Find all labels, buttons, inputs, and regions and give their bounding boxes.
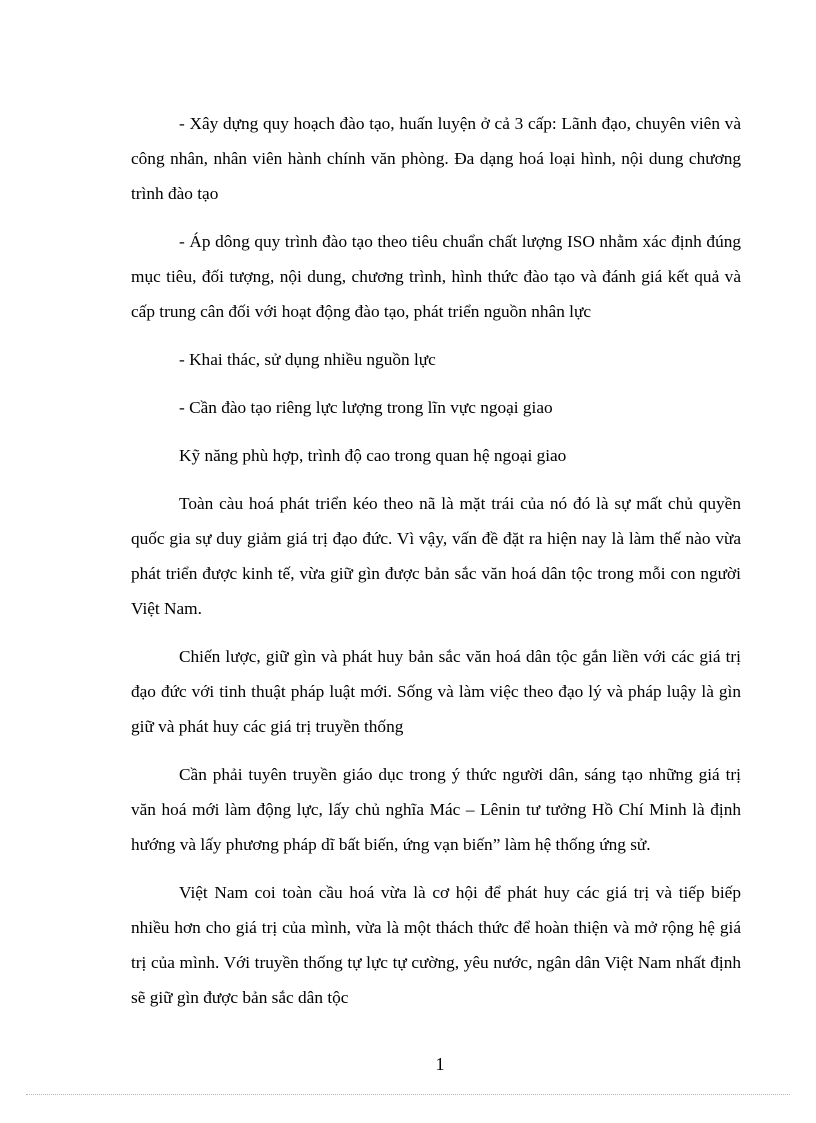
paragraph-diplomacy-training: - Cần đào tạo riêng lực lượng trong lĩn vực ngoại giao [179, 398, 553, 417]
paragraph-resources: - Khai thác, sử dụng nhiều nguồn lực [179, 350, 436, 369]
paragraph-diplomacy-skills: Kỹ năng phù hợp, trình độ cao trong quan hệ ngoại giao [179, 446, 567, 465]
paragraph-globalization: Toàn càu hoá phát triển kéo theo nã là mặt trái của nó đó là sự mất chủ quyền quốc gia sự duy giảm giá trị đạo đức. Vì vậy, vấn đề đặt ra hiện nay là làm thế nào vừa phát triển được kinh tế, vừa giữ gìn được bản sắc văn hoá dân tộc trong mỗi con người Việt Nam. [131, 494, 741, 618]
paragraph-vietnam-opportunity: Việt Nam coi toàn cầu hoá vừa là cơ hội để phát huy các giá trị và tiếp biếp nhiều hơn cho giá trị của mình, vừa là một thách thức để hoàn thiện và mở rộng hệ giá trị của mình. Với truyền thống tự lực tự cường, yêu nước, ngân dân Việt Nam nhất định sẽ giữ gìn được bản sắc dân tộc [131, 883, 741, 1007]
page-number: 1 [435, 1054, 445, 1074]
page-bottom-border [26, 1094, 790, 1095]
paragraph-propaganda: Cần phải tuyên truyền giáo dục trong ý thức người dân, sáng tạo những giá trị văn hoá mới làm động lực, lấy chủ nghĩa Mác – Lênin tư tưởng Hồ Chí Minh là định hướng và lấy phương pháp dĩ bất biến, ứng vạn biến” làm hệ thống ứng sử. [131, 765, 741, 854]
paragraph-training-plan: - Xây dựng quy hoạch đào tạo, huấn luyện ở cả 3 cấp: Lãnh đạo, chuyên viên và công nhân, nhân viên hành chính văn phòng. Đa dạng hoá loại hình, nội dung chương trình đào tạo [131, 114, 741, 203]
paragraph-iso-process: - Áp dông quy trình đào tạo theo tiêu chuẩn chất lượng ISO nhằm xác định đúng mục tiêu, đối tượng, nội dung, chương trình, hình thức đào tạo và đánh giá kết quả và cấp trung cân đối với hoạt động đào tạo, phát triển nguồn nhân lực [131, 232, 741, 321]
document-body [131, 106, 741, 1028]
paragraph-strategy: Chiến lược, giữ gìn và phát huy bản sắc văn hoá dân tộc gắn liền với các giá trị đạo đức với tinh thuật pháp luật mới. Sống và làm việc theo đạo lý và pháp luậy là gìn giữ và phát huy các giá trị truyền thống [131, 647, 741, 736]
